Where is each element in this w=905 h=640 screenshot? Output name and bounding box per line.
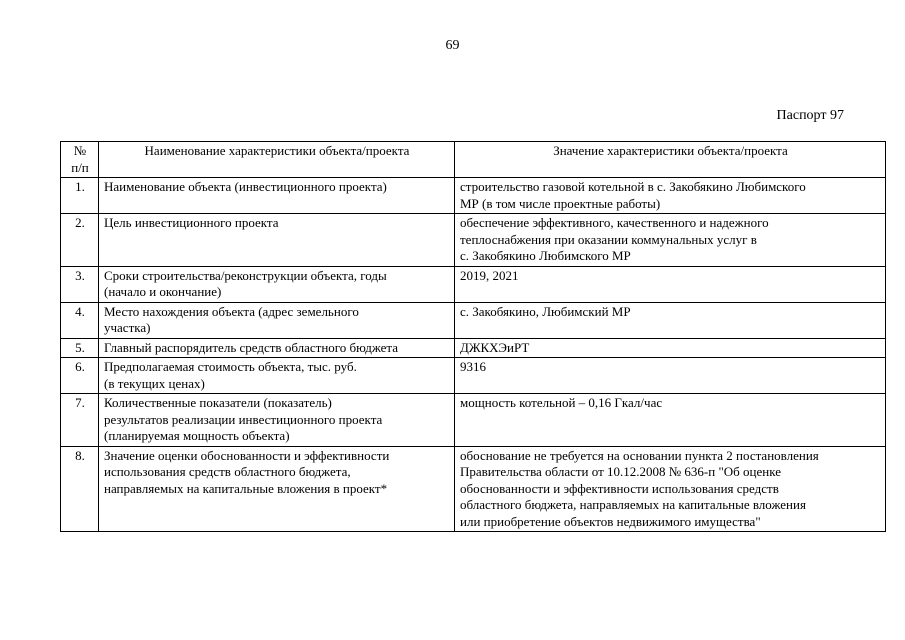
row-name: Количественные показатели (показатель) результатов реализации инвестиционного проекта (планируемая мощность объекта) <box>99 394 455 447</box>
table-row <box>61 178 886 214</box>
row-value: обеспечение эффективного, качественного и надежного теплоснабжения при оказании коммунальных услуг в с. Закобякино Любимского МР <box>455 214 886 267</box>
header-num: № п/п <box>61 142 99 178</box>
row-name: Главный распорядитель средств областного бюджета <box>99 338 455 358</box>
row-value: с. Закобякино, Любимский МР <box>455 302 886 338</box>
row-name: Сроки строительства/реконструкции объекта, годы (начало и окончание) <box>99 266 455 302</box>
row-num: 5. <box>61 338 99 358</box>
passport-label: Паспорт 97 <box>776 108 844 123</box>
table-row <box>61 446 886 532</box>
table-row <box>61 214 886 267</box>
row-value: мощность котельной – 0,16 Гкал/час <box>455 394 886 447</box>
row-num: 8. <box>61 446 99 532</box>
row-name: Значение оценки обоснованности и эффективности использования средств областного бюджета, направляемых на капитальные вложения в проект* <box>99 446 455 532</box>
row-name: Наименование объекта (инвестиционного проекта) <box>99 178 455 214</box>
row-value: обоснование не требуется на основании пункта 2 постановления Правительства области от 10.12.2008 № 636-п "Об оценке обоснованности и эффективности использования средств областного бюджета, направляемых на капитальные вложения или приобретение объектов недвижимого имущества" <box>455 446 886 532</box>
table-row <box>61 302 886 338</box>
table-row <box>61 266 886 302</box>
header-value: Значение характеристики объекта/проекта <box>455 142 886 178</box>
table-header-row <box>61 142 886 178</box>
row-name: Предполагаемая стоимость объекта, тыс. руб. (в текущих ценах) <box>99 358 455 394</box>
row-num: 6. <box>61 358 99 394</box>
row-num: 2. <box>61 214 99 267</box>
row-value: строительство газовой котельной в с. Закобякино Любимского МР (в том числе проектные работы) <box>455 178 886 214</box>
table-row <box>61 338 886 358</box>
row-value: 9316 <box>455 358 886 394</box>
passport-table <box>60 141 886 532</box>
row-num: 1. <box>61 178 99 214</box>
table-row <box>61 394 886 447</box>
row-num: 3. <box>61 266 99 302</box>
row-name: Цель инвестиционного проекта <box>99 214 455 267</box>
page-number: 69 <box>445 38 460 53</box>
row-name: Место нахождения объекта (адрес земельного участка) <box>99 302 455 338</box>
row-num: 7. <box>61 394 99 447</box>
table-row <box>61 358 886 394</box>
header-name: Наименование характеристики объекта/проекта <box>99 142 455 178</box>
row-value: 2019, 2021 <box>455 266 886 302</box>
row-num: 4. <box>61 302 99 338</box>
row-value: ДЖКХЭиРТ <box>455 338 886 358</box>
